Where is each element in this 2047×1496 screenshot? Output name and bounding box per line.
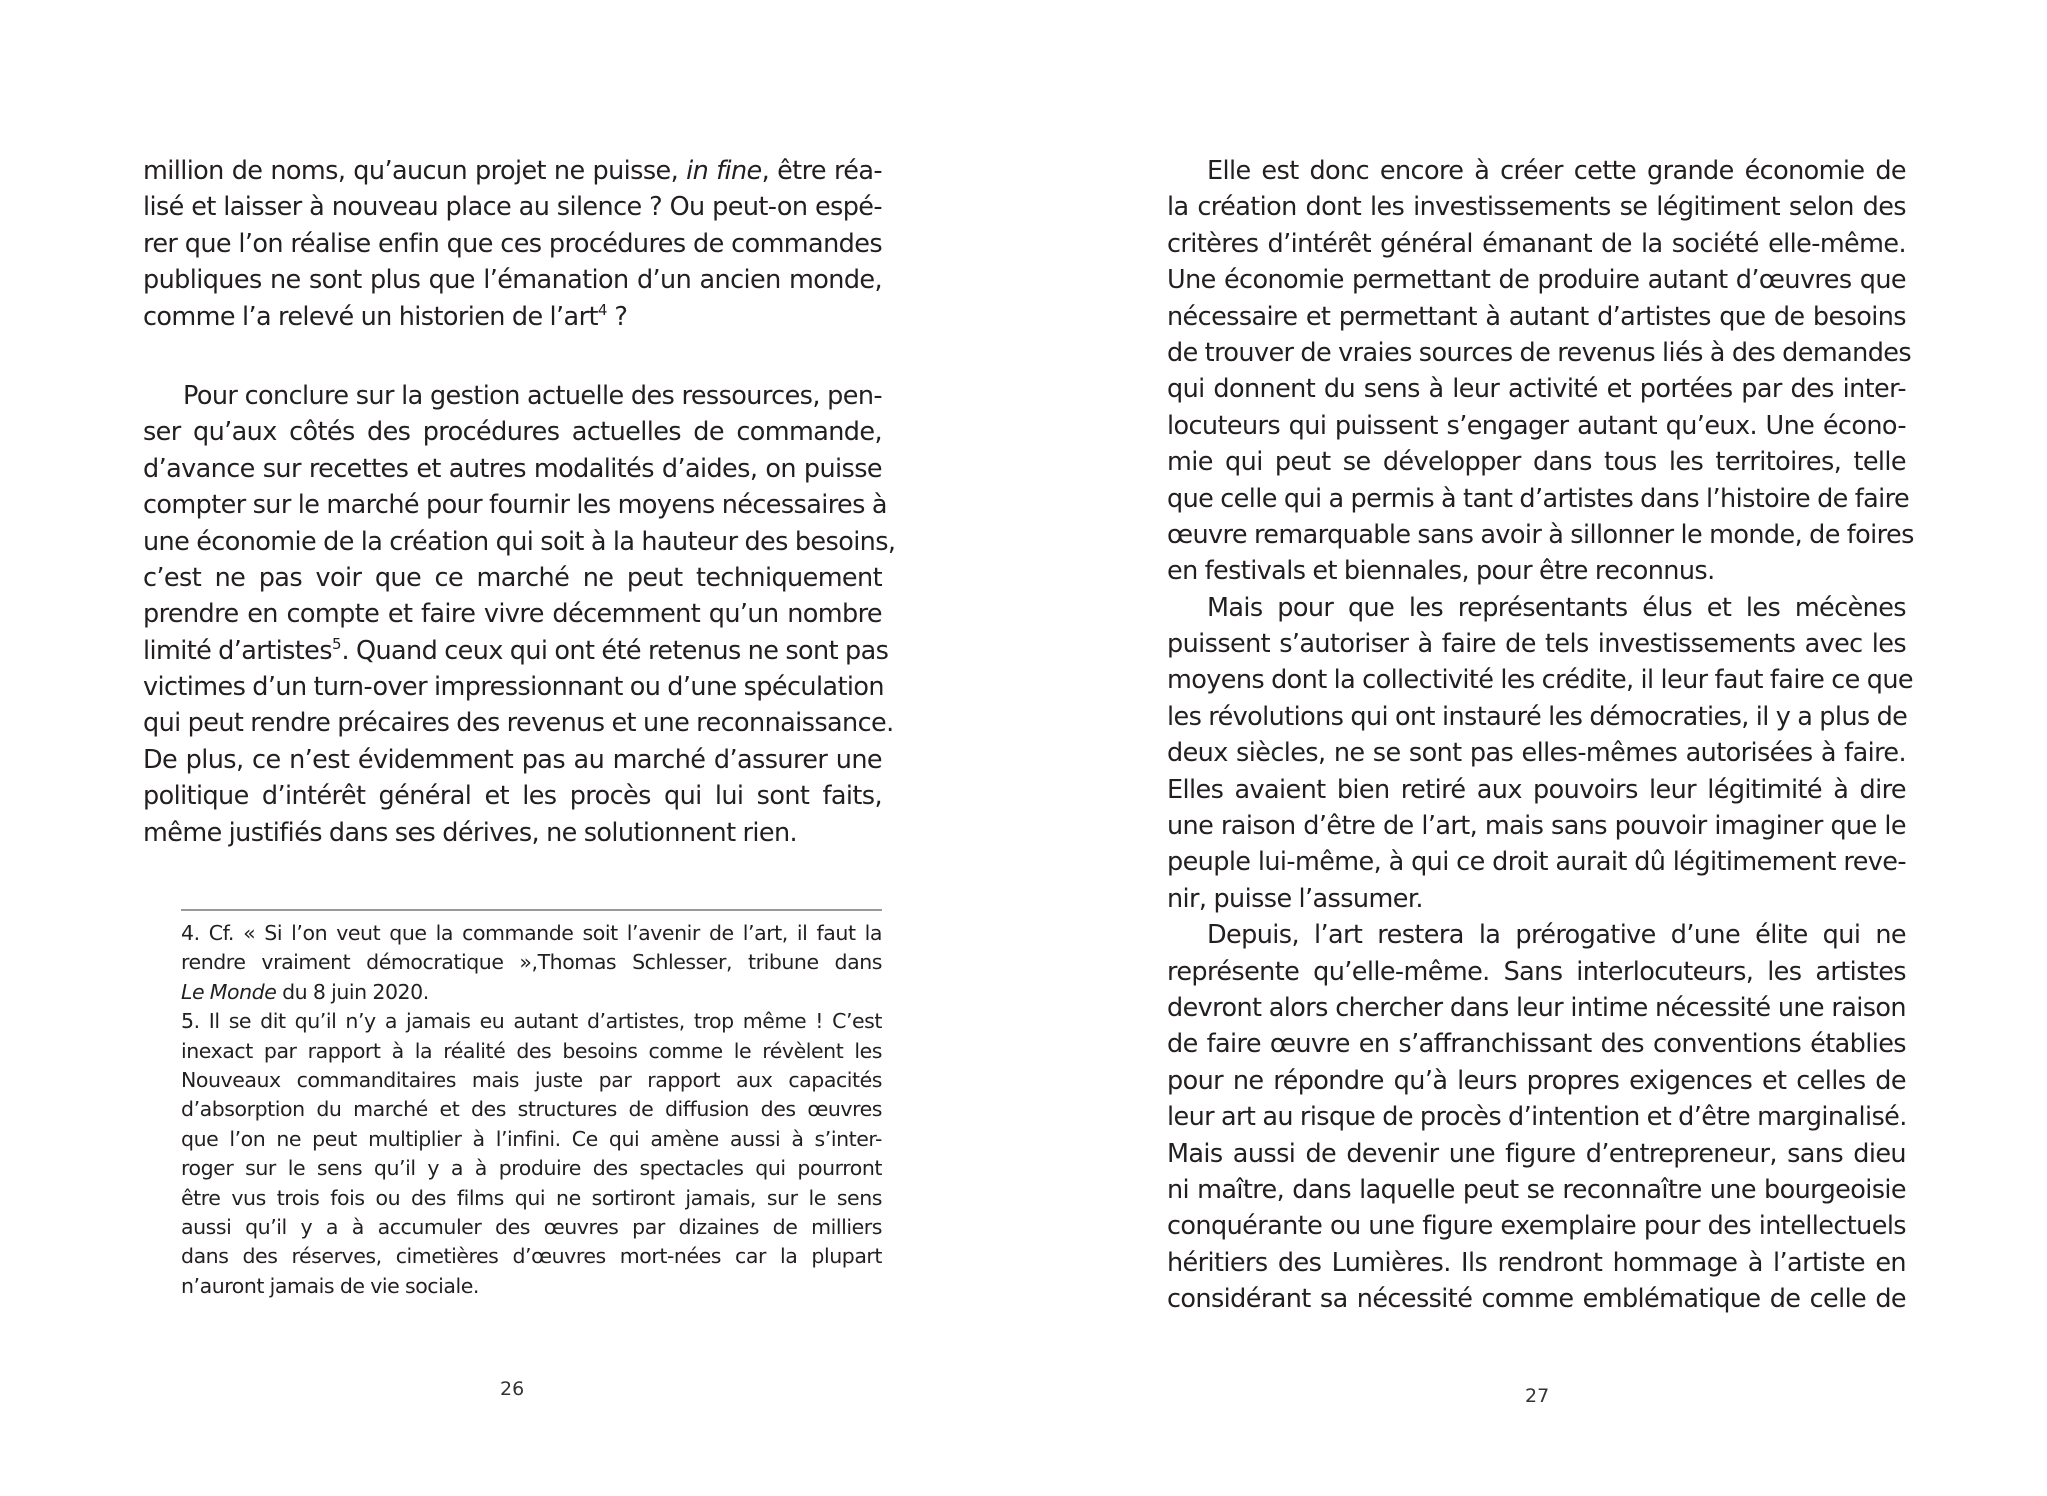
text-line: les révolutions qui ont instauré les démocraties, il y a plus de xyxy=(1167,701,1908,732)
text-line: héritiers des Lumières. Ils rendront hommage à l’artiste en xyxy=(1167,1247,1906,1278)
text-line xyxy=(143,153,882,189)
text-line: puissent s’autoriser à faire de tels investissements avec les xyxy=(1167,629,1906,660)
left-page xyxy=(0,0,1023,1496)
footnote-4 xyxy=(181,919,882,1007)
text-line: peuple lui-même, à qui ce droit aurait dû légitimement reve- xyxy=(1167,847,1906,878)
text-line: victimes d’un turn-over impressionnant ou d’une spéculation xyxy=(143,672,884,703)
text-run: ? xyxy=(607,301,628,332)
publication-title: Le Monde xyxy=(181,979,277,1004)
footnote-line: être vus trois fois ou des films qui ne sortiront jamais, sur le sens xyxy=(181,1185,882,1210)
paragraph xyxy=(143,153,882,335)
footnote-line: que l’on ne peut multiplier à l’infini. Ce qui amène aussi à s’inter- xyxy=(181,1126,882,1151)
footnote-line xyxy=(181,978,882,1007)
text-line: qui donnent du sens à leur activité et portées par des inter- xyxy=(1167,374,1906,405)
text-line: c’est ne pas voir que ce marché ne peut techniquement xyxy=(143,562,882,593)
footnotes xyxy=(181,909,882,1301)
text-line: moyens dont la collectivité les crédite, il leur faut faire ce que xyxy=(1167,665,1913,696)
left-body-text xyxy=(143,153,896,851)
text-line: qui peut rendre précaires des revenus et une reconnaissance. xyxy=(143,708,894,739)
footnote-line: dans des réserves, cimetières d’œuvres mort-nées car la plupart xyxy=(181,1244,882,1269)
text-line: deux siècles, ne se sont pas elles-mêmes autorisées à faire. xyxy=(1167,738,1906,769)
text-line: ni maître, dans laquelle peut se reconnaître une bourgeoisie xyxy=(1167,1174,1906,1205)
paragraph xyxy=(1167,590,1913,918)
text-line: mie qui peut se développer dans tous les territoires, telle xyxy=(1167,447,1906,478)
text-line: devront alors chercher dans leur intime nécessité une raison xyxy=(1167,992,1906,1023)
text-line: Une économie permettant de produire autant d’œuvres que xyxy=(1167,265,1906,296)
text-line: représente qu’elle-même. Sans interlocuteurs, les artistes xyxy=(1167,956,1906,987)
footnote-line: d’absorption du marché et des structures de diffusion des œuvres xyxy=(181,1097,882,1122)
text-line: une raison d’être de l’art, mais sans pouvoir imaginer que le xyxy=(1167,811,1906,842)
text-line xyxy=(143,299,882,335)
text-line: en festivals et biennales, pour être reconnus. xyxy=(1167,556,1715,587)
text-line: Depuis, l’art restera la prérogative d’une élite qui ne xyxy=(1207,920,1906,951)
text-line: Mais pour que les représentants élus et les mécènes xyxy=(1207,592,1906,623)
text-line: même justifiés dans ses dérives, ne solutionnent rien. xyxy=(143,817,798,848)
paragraph xyxy=(1167,153,1914,590)
right-page xyxy=(1024,0,2047,1496)
text-line: leur art au risque de procès d’intention et d’être marginalisé. xyxy=(1167,1102,1907,1133)
footnote-line: 5. Il se dit qu’il n’y a jamais eu autant d’artistes, trop même ! C’est xyxy=(181,1009,882,1034)
text-line: Mais aussi de devenir une figure d’entrepreneur, sans dieu xyxy=(1167,1138,1906,1169)
text-line: la création dont les investissements se légitiment selon des xyxy=(1167,192,1906,223)
text-line: compter sur le marché pour fournir les moyens nécessaires à xyxy=(143,490,887,521)
footnote-line: inexact par rapport à la réalité des besoins comme le révèlent les xyxy=(181,1038,882,1063)
text-run: limité d’artistes xyxy=(143,635,332,666)
paragraph xyxy=(143,378,896,851)
text-line: Pour conclure sur la gestion actuelle des ressources, pen- xyxy=(183,380,882,411)
italic-term: in fine xyxy=(686,156,762,186)
footnote-line: aussi qu’il y a à accumuler des œuvres par dizaines de milliers xyxy=(181,1214,882,1239)
right-body-text xyxy=(1167,153,1914,1318)
text-line: ser qu’aux côtés des procédures actuelles de commande, xyxy=(143,417,882,448)
text-line: de trouver de vraies sources de revenus liés à des demandes xyxy=(1167,337,1912,368)
text-line: pour ne répondre qu’à leurs propres exigences et celles de xyxy=(1167,1065,1906,1096)
text-line: considérant sa nécessité comme emblématique de celle de xyxy=(1167,1284,1906,1315)
text-line: prendre en compte et faire vivre décemment qu’un nombre xyxy=(143,599,882,630)
paragraph-gap xyxy=(143,335,882,378)
text-run: . Quand ceux qui ont été retenus ne sont pas xyxy=(341,635,889,666)
page-number: 26 xyxy=(500,1378,525,1400)
page-number: 27 xyxy=(1525,1385,1550,1407)
footnote-line: roger sur le sens qu’il y a à produire des spectacles qui pourront xyxy=(181,1156,882,1181)
text-line: politique d’intérêt général et les procès qui lui sont faits, xyxy=(143,781,882,812)
text-line: que celle qui a permis à tant d’artistes dans l’histoire de faire xyxy=(1167,483,1910,514)
footnote-line: Nouveaux commanditaires mais juste par rapport aux capacités xyxy=(181,1067,882,1092)
text-line: d’avance sur recettes et autres modalités d’aides, on puisse xyxy=(143,453,882,484)
footnote-line: 4. Cf. « Si l’on veut que la commande soit l’avenir de l’art, il faut la xyxy=(181,921,882,945)
text-line: lisé et laisser à nouveau place au silence ? Ou peut-on espé- xyxy=(143,192,882,223)
text-line xyxy=(143,633,889,669)
text-line: Elle est donc encore à créer cette grande économie de xyxy=(1207,156,1906,186)
text-run: million de noms, qu’aucun projet ne puisse, xyxy=(143,156,687,186)
footnote-line: rendre vraiment démocratique »,Thomas Schlesser, tribune dans xyxy=(181,950,882,975)
text-line: de faire œuvre en s’affranchissant des conventions établies xyxy=(1167,1029,1906,1060)
text-line: nécessaire et permettant à autant d’artistes que de besoins xyxy=(1167,301,1906,332)
text-run: du 8 juin 2020. xyxy=(276,979,429,1004)
text-line: œuvre remarquable sans avoir à sillonner le monde, de foires xyxy=(1167,519,1914,550)
footnote-5 xyxy=(181,1007,882,1301)
text-line: nir, puisse l’assumer. xyxy=(1167,883,1423,914)
text-line: conquérante ou une figure exemplaire pour des intellectuels xyxy=(1167,1211,1906,1242)
text-line: Elles avaient bien retiré aux pouvoirs leur légitimité à dire xyxy=(1167,774,1906,805)
text-line: De plus, ce n’est évidemment pas au marché d’assurer une xyxy=(143,744,882,775)
footnote-ref-4[interactable]: 4 xyxy=(597,300,608,319)
text-line: rer que l’on réalise enfin que ces procédures de commandes xyxy=(143,228,882,259)
footnote-line: n’auront jamais de vie sociale. xyxy=(181,1273,479,1298)
text-line: une économie de la création qui soit à la hauteur des besoins, xyxy=(143,526,896,557)
text-run: comme l’a relevé un historien de l’art xyxy=(143,301,598,332)
footnote-ref-5[interactable]: 5 xyxy=(331,634,342,653)
text-run: , être réa- xyxy=(761,156,882,186)
text-line: critères d’intérêt général émanant de la société elle-même. xyxy=(1167,228,1906,259)
paragraph xyxy=(1167,917,1906,1317)
text-line: locuteurs qui puissent s’engager autant qu’eux. Une écono- xyxy=(1167,410,1906,441)
text-line: publiques ne sont plus que l’émanation d’un ancien monde, xyxy=(143,265,882,296)
